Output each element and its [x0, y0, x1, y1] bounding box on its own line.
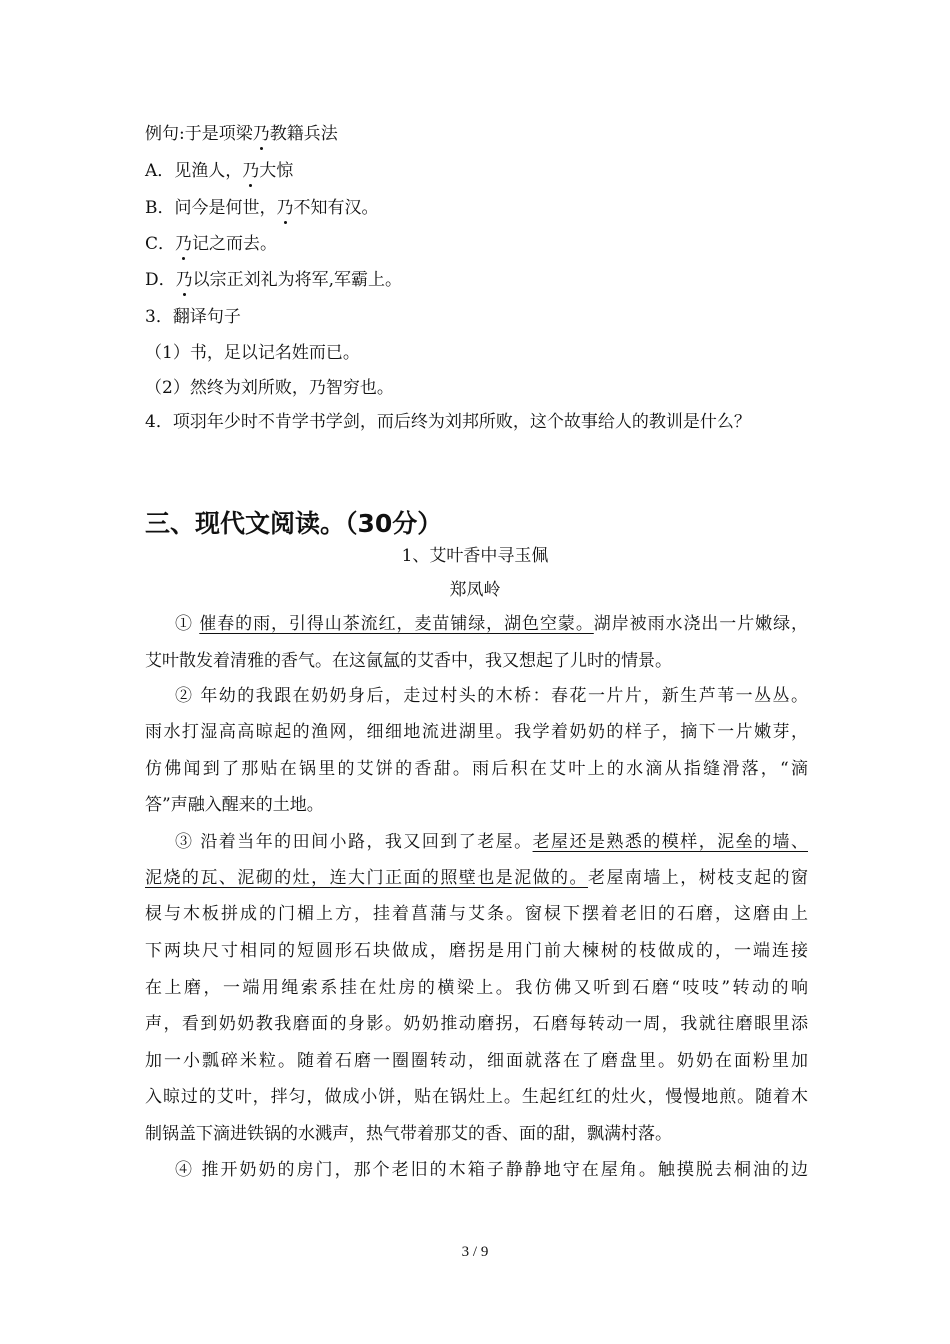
underlined-text: 催春的雨，引得山茶流红，麦苗铺绿，湖色空蒙。: [199, 614, 594, 634]
paragraph-text: 老屋南墙上，树枝支起的窗: [587, 868, 809, 888]
emphasis-char: 乃: [242, 161, 260, 181]
example-sentence: [145, 126, 338, 143]
article-title: 1、艾叶香中寻玉佩: [401, 546, 549, 566]
paragraph-3-line: 棂与木板拼成的门楣上方，挂着菖蒲与艾条。窗棂下摆着老旧的石磨，这磨由上: [145, 904, 808, 924]
paragraph-3-line: 声，看到奶奶教我磨面的身影。奶奶推动磨拐，石磨每转动一周，我就往磨眼里添: [145, 1014, 808, 1034]
option-b-text: B．问今是何世，: [145, 198, 277, 218]
paragraph-1-line: 艾叶散发着清雅的香气。在这氤氲的艾香中，我又想起了儿时的情景。: [145, 651, 672, 671]
option-b: [145, 200, 379, 217]
option-c-text: C．: [145, 234, 176, 254]
paragraph-4-line: ④ 推开奶奶的房门，那个老旧的木箱子静静地守在屋角。触摸脱去桐油的边: [175, 1160, 808, 1180]
question-4: 4．项羽年少时不肯学书学剑，而后终为刘邦所败，这个故事给人的教训是什么？: [145, 412, 751, 432]
underlined-text: 泥烧的瓦、泥砌的灶，连大门正面的照壁也是泥做的。: [145, 868, 588, 888]
article-author: 郑凤岭: [449, 580, 501, 600]
option-b-text-end: 不知有汉。: [293, 198, 379, 218]
paragraph-3-line: [175, 834, 808, 851]
page-number: 3 / 9: [461, 1244, 489, 1260]
paragraph-2-line: 雨水打湿高高晾起的渔网，细细地流进湖里。我学着奶奶的样子，摘下一片嫩芽，: [145, 722, 808, 742]
option-a-text: A．见渔人，: [145, 161, 243, 181]
option-a: [145, 163, 293, 180]
paragraph-3-line: [145, 870, 808, 887]
option-c: [145, 236, 277, 253]
paragraph-text: 湖岸被雨水浇出一片嫩绿，: [593, 614, 809, 634]
paragraph-3-line: 下两块尺寸相同的短圆形石块做成，磨拐是用门前大楝树的枝做成的，一端连接: [145, 941, 808, 961]
underlined-text: 老屋还是熟悉的模样，泥垒的墙、: [532, 832, 808, 852]
question-3: 3．翻译句子: [145, 307, 241, 327]
option-d: [145, 272, 402, 289]
emphasis-char: 乃: [175, 234, 193, 254]
example-text: 例句:于是项梁: [145, 124, 253, 144]
paragraph-text: ③ 沿着当年的田间小路，我又回到了老屋。: [175, 832, 533, 852]
option-d-text-end: 以宗正刘礼为将军,军霸上。: [192, 270, 403, 290]
question-3-1: （1）书，足以记名姓而已。: [145, 343, 360, 363]
paragraph-3-line: 制锅盖下滴进铁锅的水溅声，热气带着那艾的香、面的甜，飘满村落。: [145, 1124, 672, 1144]
paragraph-2-line: 仿佛闻到了那贴在锅里的艾饼的香甜。雨后积在艾叶上的水滴从指缝滑落，“滴: [145, 759, 808, 779]
example-text-end: 教籍兵法: [269, 124, 338, 144]
paragraph-number: ①: [175, 614, 200, 634]
emphasis-char: 乃: [175, 270, 193, 290]
paragraph-2-line: 答”声融入醒来的土地。: [145, 795, 324, 815]
emphasis-char: 乃: [276, 198, 294, 218]
option-a-text-end: 大惊: [259, 161, 294, 181]
paragraph-3-line: 加一小瓢碎米粒。随着石磨一圈圈转动，细面就落在了磨盘里。奶奶在面粉里加: [145, 1051, 808, 1071]
paragraph-3-line: 入晾过的艾叶，拌匀，做成小饼，贴在锅灶上。生起红红的灶火，慢慢地煎。随着木: [145, 1087, 808, 1107]
paragraph-3-line: 在上磨，一端用绳索系挂在灶房的横梁上。我仿佛又听到石磨“吱吱”转动的响: [145, 978, 808, 998]
section-heading: 三、现代文阅读。（30分）: [145, 509, 443, 538]
question-3-2: （2）然终为刘所败，乃智穷也。: [145, 378, 394, 398]
option-d-text: D．: [145, 270, 176, 290]
paragraph-2-line: ② 年幼的我跟在奶奶身后，走过村头的木桥：春花一片片，新生芦苇一丛丛。: [175, 686, 808, 706]
option-c-text-end: 记之而去。: [192, 234, 278, 254]
paragraph-1-line: [175, 616, 808, 633]
emphasis-char: 乃: [252, 124, 270, 144]
